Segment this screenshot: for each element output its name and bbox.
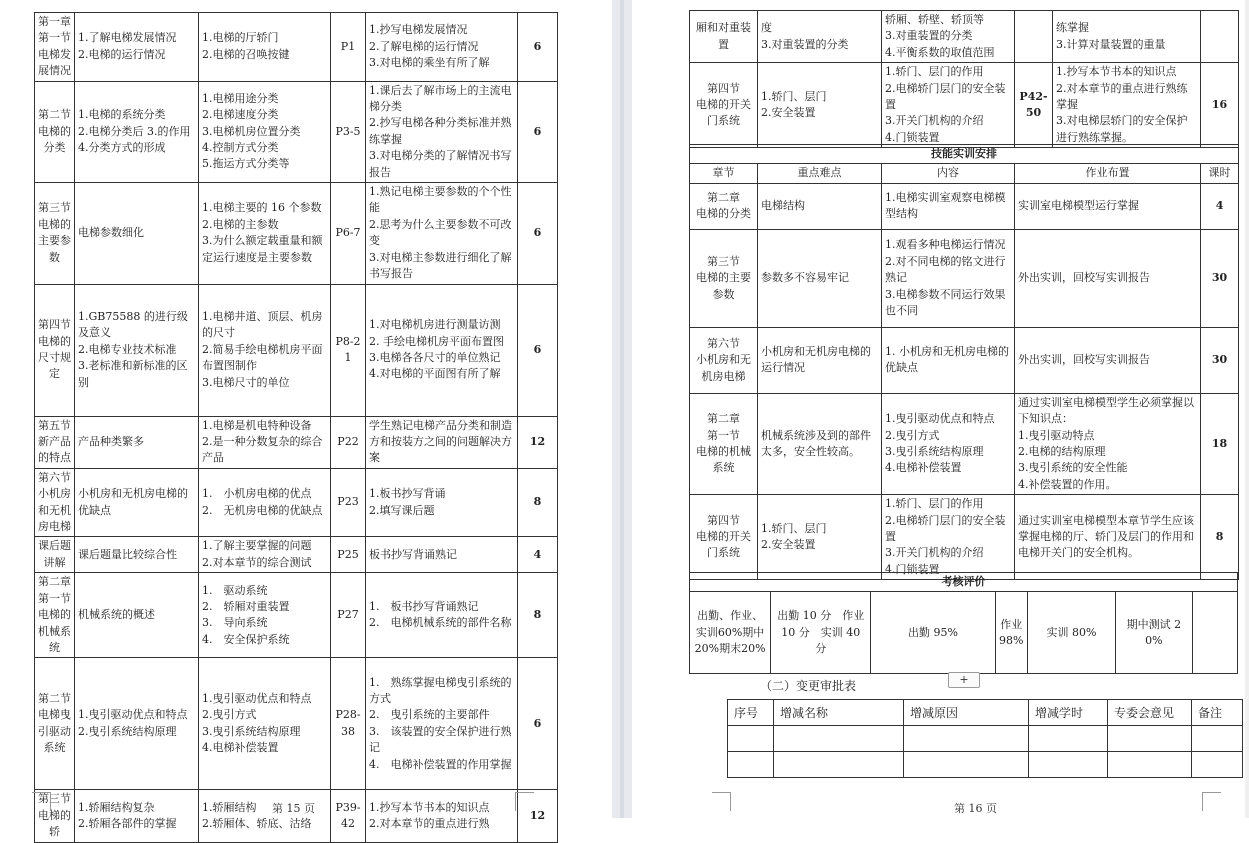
content-cell <box>882 393 1015 494</box>
content-cell-line: 2.电梯速度分类 <box>202 108 279 122</box>
homework-cell-line: 1.抄写本节书本的知识点 <box>1056 65 1177 79</box>
key-points-cell <box>758 183 882 229</box>
homework-cell-line: 3.对电梯主参数进行细化了解书写报告 <box>369 250 512 281</box>
content-cell-line: 2. 无机房电梯的优缺点 <box>202 503 323 517</box>
key-points-cell <box>758 229 882 327</box>
content-cell-line: 3.为什么额定载重量和额定运行速度是主要参数 <box>202 234 323 264</box>
homework-cell <box>366 658 518 790</box>
homework-cell-line: 2.对本章节的重点进行熟练掌握 <box>1056 81 1188 112</box>
key-points-cell-line: 2.安全装置 <box>761 538 816 552</box>
chapter-cell: 第二章 第一节 电梯的机械系统 <box>35 573 75 658</box>
hours-cell: 4 <box>1201 183 1239 229</box>
homework-cell <box>1053 63 1201 148</box>
assessment-homework: 作业 98% <box>995 592 1027 674</box>
homework-cell-line: 4.对电梯的平面图有所了解 <box>369 367 501 381</box>
content-cell-line: 2.电梯的召唤按键 <box>202 47 290 61</box>
page-ref-cell: P1 <box>331 13 366 82</box>
change-cell[interactable] <box>1192 726 1243 752</box>
key-points-cell-line: 1.电梯的系统分类 <box>78 108 166 122</box>
homework-cell-line: 外出实训，回校写实训报告 <box>1018 353 1150 367</box>
table-row <box>35 81 558 182</box>
page-corner-mark <box>712 792 731 811</box>
practice-header-cell: 课时 <box>1201 164 1239 183</box>
table-row <box>35 537 558 573</box>
key-points-cell <box>75 13 199 82</box>
page-ref-cell: P28-38 <box>331 658 366 790</box>
homework-cell <box>1015 327 1201 393</box>
key-points-cell-line: 1.曳引驱动优点和特点 <box>78 708 188 722</box>
content-cell-line: 3. 导向系统 <box>202 616 268 630</box>
change-header-cell: 备注 <box>1192 700 1243 726</box>
content-cell-line: 3.电梯机房位置分类 <box>202 124 301 138</box>
chapter-cell: 第三节 电梯的主要参数 <box>35 183 75 284</box>
assessment-label: 出勤、作业、实训60%期中20%期末20% <box>690 592 771 674</box>
homework-cell-line: 2.对本章节的重点进行熟 <box>369 816 490 830</box>
homework-cell <box>366 13 518 82</box>
page-gap <box>612 0 632 818</box>
key-points-cell <box>758 327 882 393</box>
homework-cell-line: 2. 手绘电梯机房平面布置图 <box>369 334 504 348</box>
content-cell <box>199 416 331 468</box>
key-points-cell-line: 1.GB75588 的进行级及意义 <box>78 309 188 340</box>
change-header-cell: 增减学时 <box>1029 700 1108 726</box>
table-row <box>35 183 558 284</box>
hours-cell: 8 <box>518 573 558 658</box>
content-cell-line: 1.观看多种电梯运行情况 <box>885 238 1006 252</box>
change-cell[interactable] <box>1108 726 1192 752</box>
change-cell[interactable] <box>774 726 904 752</box>
change-cell[interactable] <box>728 752 774 778</box>
content-cell-line: 2.电梯轿门层门的安全装置 <box>885 513 1006 544</box>
homework-cell-line: 4.补偿装置的作用。 <box>1018 477 1117 491</box>
key-points-cell-line: 课后题量比较综合性 <box>78 547 177 561</box>
assessment-training: 实训 80% <box>1027 592 1115 674</box>
content-cell-line: 2.电梯的主参数 <box>202 217 279 231</box>
homework-cell-line: 通过实训室电梯模型学生必须掌握以下知识点： <box>1018 395 1194 426</box>
key-points-cell-line: 2.电梯专业技术标准 <box>78 342 177 356</box>
homework-cell-line: 板书抄写背诵熟记 <box>369 547 457 561</box>
content-cell-line: 1.电梯的厅轿门 <box>202 31 279 45</box>
key-points-cell <box>758 11 882 63</box>
table-row <box>35 416 558 468</box>
key-points-cell-line: 机械系统的概述 <box>78 608 155 622</box>
content-cell-line: 1.曳引驱动优点和特点 <box>202 692 312 706</box>
page-ref-cell: P42-50 <box>1015 63 1053 148</box>
chapter-cell: 第六节 小机房和无机房电梯 <box>690 327 758 393</box>
change-header-cell: 增减原因 <box>904 700 1029 726</box>
key-points-cell <box>758 63 882 148</box>
homework-cell <box>1015 229 1201 327</box>
practice-header-cell: 重点难点 <box>758 164 882 183</box>
key-points-cell-line: 1.轿门、层门 <box>761 89 827 103</box>
hours-cell: 6 <box>518 658 558 790</box>
page-number: 第 16 页 <box>954 802 997 815</box>
content-cell-line: 1.轿门、层门的作用 <box>885 497 984 511</box>
key-points-cell <box>758 393 882 494</box>
page-ref-cell: P23 <box>331 468 366 537</box>
homework-cell-line: 2.填写课后题 <box>369 503 435 517</box>
homework-cell-line: 1. 板书抄写背诵熟记 <box>369 599 479 613</box>
key-points-cell-line: 2.轿厢各部件的掌握 <box>78 816 177 830</box>
homework-cell-line: 2.了解电梯的运行情况 <box>369 39 479 53</box>
content-cell <box>199 13 331 82</box>
homework-cell-line: 1.板书抄写背诵 <box>369 487 446 501</box>
content-cell-line: 2.曳引方式 <box>202 708 257 722</box>
page-ref-cell: P25 <box>331 537 366 573</box>
homework-cell-line: 3. 该装置的安全保护进行熟记 <box>369 724 512 755</box>
assessment-attendance: 出勤 95% <box>871 592 995 674</box>
key-points-cell <box>758 495 882 580</box>
hours-cell: 6 <box>518 284 558 416</box>
homework-cell-line: 实训室电梯模型运行掌握 <box>1018 199 1139 213</box>
assessment-title: 考核评价 <box>690 573 1238 592</box>
key-points-cell-line: 1.了解电梯发展情况 <box>78 31 177 45</box>
key-points-cell <box>75 468 199 537</box>
homework-cell <box>366 468 518 537</box>
change-approval-title: （二）变更审批表 <box>760 679 857 693</box>
key-points-cell <box>75 284 199 416</box>
content-cell-line: 4.电梯补偿装置 <box>202 741 279 755</box>
key-points-cell <box>75 658 199 790</box>
content-cell-line: 2.曳引方式 <box>885 428 940 442</box>
content-cell-line: 4.平衡系数的取值范围 <box>885 45 995 59</box>
content-cell-line: 1.轿厢结构 <box>202 800 257 814</box>
content-cell-line: 3.电梯尺寸的单位 <box>202 375 290 389</box>
content-cell-line: 3.开关门机构的介绍 <box>885 114 984 128</box>
table-row <box>35 468 558 537</box>
page-corner-mark <box>32 792 51 811</box>
practice-row <box>690 393 1239 494</box>
hours-cell: 6 <box>518 81 558 182</box>
content-cell-line: 1.轿门、层门的作用 <box>885 65 984 79</box>
content-cell-line: 2.是一种分数复杂的综合产品 <box>202 434 323 465</box>
homework-cell-line: 3.曳引系统的安全性能 <box>1018 461 1128 475</box>
homework-cell <box>366 284 518 416</box>
homework-cell-line: 练掌握 <box>1056 21 1089 35</box>
table-row <box>690 11 1239 63</box>
table-row <box>35 658 558 790</box>
homework-cell <box>366 81 518 182</box>
homework-cell-line: 3.对电梯的乘坐有所了解 <box>369 56 490 70</box>
practice-row <box>690 229 1239 327</box>
content-cell <box>199 537 331 573</box>
content-cell-line: 1.电梯井道、顶层、机房的尺寸 <box>202 309 323 340</box>
table-row <box>690 63 1239 148</box>
homework-cell-line: 4. 电梯补偿装置的作用掌握 <box>369 757 512 771</box>
hours-cell: 16 <box>1201 63 1239 148</box>
change-cell[interactable] <box>904 726 1029 752</box>
table-row <box>35 13 558 82</box>
homework-cell <box>1053 11 1201 63</box>
assessment-breakdown: 出勤 10 分 作业 10 分 实训 40 分 <box>771 592 871 674</box>
chapter-cell: 第一章 第一节 电梯发展情况 <box>35 13 75 82</box>
homework-cell-line: 1.抄写本节书本的知识点 <box>369 800 490 814</box>
homework-cell-line: 2.思考为什么主要参数不可改变 <box>369 217 512 248</box>
change-approval-table <box>727 699 1243 778</box>
content-cell <box>199 658 331 790</box>
key-points-cell <box>75 416 199 468</box>
homework-cell <box>366 573 518 658</box>
key-points-cell-line: 2.安全装置 <box>761 106 816 120</box>
key-points-cell-line: 电梯结构 <box>761 199 805 213</box>
key-points-cell-line: 3.对重装置的分类 <box>761 37 849 51</box>
practice-title: 技能实训安排 <box>690 145 1239 164</box>
homework-cell <box>366 790 518 842</box>
homework-cell-line: 1.熟记电梯主要参数的个个性能 <box>369 185 512 215</box>
content-cell-line: 1. 驱动系统 <box>202 583 268 597</box>
hours-cell: 30 <box>1201 229 1239 327</box>
key-points-cell <box>75 790 199 842</box>
homework-cell-line: 1.课后去了解市场上的主流电梯分类 <box>369 83 512 114</box>
content-cell-line: 3.曳引系统结构原理 <box>885 445 984 459</box>
key-points-cell <box>75 81 199 182</box>
content-cell-line: 1. 小机房和无机房电梯的优缺点 <box>885 344 1009 375</box>
change-cell[interactable] <box>1108 752 1192 778</box>
content-cell-line: 2.对不同电梯的铭文进行熟记 <box>885 254 1006 285</box>
homework-cell-line: 2.抄写电梯各种分类标准并熟练掌握 <box>369 116 512 146</box>
content-cell <box>882 183 1015 229</box>
content-cell-line: 轿厢、轿壁、轿顶等 <box>885 13 984 26</box>
content-cell-line: 1.电梯实训室观察电梯模型结构 <box>885 190 1006 221</box>
content-cell-line: 2. 轿厢对重装置 <box>202 599 290 613</box>
assessment-table <box>689 572 1238 674</box>
content-cell-line: 1. 小机房电梯的优点 <box>202 487 312 501</box>
content-cell-line: 1.了解主要掌握的问题 <box>202 539 312 553</box>
homework-cell <box>366 537 518 573</box>
practice-table <box>689 144 1239 580</box>
change-cell[interactable] <box>904 752 1029 778</box>
chapter-cell: 第二节 电梯曳引驱动系统 <box>35 658 75 790</box>
practice-header-cell: 内容 <box>882 164 1015 183</box>
key-points-cell-line: 度 <box>761 21 772 35</box>
key-points-cell-line: 2.电梯的运行情况 <box>78 47 166 61</box>
change-cell[interactable] <box>1192 752 1243 778</box>
chapter-cell: 第三节 电梯的主要参数 <box>690 229 758 327</box>
content-cell <box>199 81 331 182</box>
chapter-cell: 第四节 电梯的开关门系统 <box>690 63 758 148</box>
content-cell-line: 3.开关门机构的介绍 <box>885 546 984 560</box>
key-points-cell <box>75 183 199 284</box>
key-points-cell-line: 产品种类繁多 <box>78 434 144 448</box>
key-points-cell-line: 2.曳引系统结构原理 <box>78 724 177 738</box>
content-cell <box>199 573 331 658</box>
content-cell-line: 2.对本章节的综合测试 <box>202 555 312 569</box>
change-header-cell: 序号 <box>728 700 774 726</box>
key-points-cell-line: 小机房和无机房电梯的优缺点 <box>78 487 188 517</box>
chapter-cell: 第二节 电梯的分类 <box>35 81 75 182</box>
key-points-cell-line: 4.分类方式的形成 <box>78 141 166 155</box>
practice-header-cell: 作业布置 <box>1015 164 1201 183</box>
key-points-cell-line: 电梯参数细化 <box>78 226 144 240</box>
chapter-cell: 第三节 电梯的轿 <box>35 790 75 842</box>
key-points-cell-line: 参数多不容易牢记 <box>761 271 849 285</box>
change-header-cell: 增减名称 <box>774 700 904 726</box>
hours-cell: 4 <box>518 537 558 573</box>
content-cell-line: 5.拖运方式分类等 <box>202 157 290 171</box>
homework-cell-line: 3.对电梯层轿门的安全保护进行熟练掌握。 <box>1056 114 1188 144</box>
content-cell <box>882 495 1015 580</box>
content-cell-line: 3.电梯参数不同运行效果也不同 <box>885 287 1006 317</box>
table-row <box>35 573 558 658</box>
chapter-cell: 第二章 第一节 电梯的机械系统 <box>690 393 758 494</box>
page-ref-cell: P8-21 <box>331 284 366 416</box>
content-cell-line: 4.门锁装置 <box>885 562 940 576</box>
content-cell-line: 2.轿厢体、轿底、沽络 <box>202 816 312 830</box>
practice-header-cell: 章节 <box>690 164 758 183</box>
homework-cell-line: 1.对电梯机房进行测量访测 <box>369 318 501 332</box>
content-cell-line: 4.门锁装置 <box>885 130 940 144</box>
course-schedule-table <box>34 12 558 843</box>
hours-cell <box>1201 11 1239 63</box>
hours-cell: 6 <box>518 13 558 82</box>
table-row <box>35 284 558 416</box>
content-cell-line: 4.控制方式分类 <box>202 141 279 155</box>
vertical-scrollbar[interactable] <box>1245 0 1249 818</box>
page-ref-cell: P39-42 <box>331 790 366 842</box>
content-cell <box>882 11 1015 63</box>
change-cell[interactable] <box>728 726 774 752</box>
homework-cell-line: 1.抄写电梯发展情况 <box>369 23 468 37</box>
chapter-cell: 厢和对重装置 <box>690 11 758 63</box>
content-cell <box>882 63 1015 148</box>
content-cell <box>199 183 331 284</box>
homework-cell-line: 外出实训，回校写实训报告 <box>1018 271 1150 285</box>
hours-cell: 8 <box>518 468 558 537</box>
page-ref-cell <box>1015 11 1053 63</box>
practice-row <box>690 495 1239 580</box>
page-15 <box>0 0 612 839</box>
homework-cell <box>1015 495 1201 580</box>
assessment-empty <box>1192 592 1237 674</box>
page-number: 第 15 页 <box>272 802 315 815</box>
hours-cell: 18 <box>1201 393 1239 494</box>
key-points-cell-line: 3.老标准和新标准的区别 <box>78 359 188 389</box>
chapter-cell: 第二章 电梯的分类 <box>690 183 758 229</box>
key-points-cell-line: 小机房和无机房电梯的运行情况 <box>761 344 871 375</box>
content-cell <box>882 229 1015 327</box>
hours-cell: 12 <box>518 416 558 468</box>
key-points-cell-line: 1.轿门、层门 <box>761 521 827 535</box>
change-cell[interactable] <box>1029 726 1108 752</box>
chapter-cell: 第五节 新产品的特点 <box>35 416 75 468</box>
practice-row <box>690 183 1239 229</box>
homework-cell <box>366 183 518 284</box>
practice-row <box>690 327 1239 393</box>
change-header-cell: 专委会意见 <box>1108 700 1192 726</box>
homework-cell <box>1015 183 1201 229</box>
homework-cell-line: 3.计算对量装置的重量 <box>1056 37 1166 51</box>
content-cell-line: 4. 安全保护系统 <box>202 632 290 646</box>
page-16 <box>632 0 1249 818</box>
content-cell-line: 1.电梯是机电特种设备 <box>202 418 312 432</box>
chapter-cell: 第四节 电梯的尺寸规定 <box>35 284 75 416</box>
homework-cell-line: 3.对电梯分类的了解情况书写报告 <box>369 149 512 179</box>
content-cell <box>199 284 331 416</box>
page-corner-mark <box>1202 792 1221 811</box>
change-cell[interactable] <box>1029 752 1108 778</box>
homework-cell-line: 学生熟记电梯产品分类和制造方和按装方之间的问题解决方案 <box>369 418 512 465</box>
content-cell <box>199 468 331 537</box>
homework-cell-line: 1. 熟练掌握电梯曳引系统的方式 <box>369 675 512 706</box>
content-cell-line: 2.简易手绘电梯机房平面布置图制作 <box>202 342 323 373</box>
key-points-cell-line: 机械系统涉及到的部件太多，安全性较高。 <box>761 428 871 459</box>
page-ref-cell: P6-7 <box>331 183 366 284</box>
page-corner-mark <box>515 792 534 811</box>
content-cell-line: 2.电梯轿门层门的安全装置 <box>885 81 1006 112</box>
chapter-cell: 课后题讲解 <box>35 537 75 573</box>
chapter-cell: 第四节 电梯的开关门系统 <box>690 495 758 580</box>
homework-cell-line: 2. 曳引系统的主要部件 <box>369 708 490 722</box>
page-ref-cell: P27 <box>331 573 366 658</box>
key-points-cell <box>75 573 199 658</box>
homework-cell-line: 通过实训室电梯模型本章节学生应该掌握电梯的厅、轿门及层门的作用和电梯开关门的安全机构。 <box>1018 513 1194 560</box>
content-cell-line: 4.电梯补偿装置 <box>885 461 962 475</box>
hours-cell: 30 <box>1201 327 1239 393</box>
content-cell-line: 3.对重装置的分类 <box>885 29 973 43</box>
key-points-cell-line: 1.轿厢结构复杂 <box>78 800 155 814</box>
homework-cell-line: 3.电梯各各尺寸的单位熟记 <box>369 351 501 364</box>
homework-cell-line: 1.曳引驱动特点 <box>1018 428 1095 442</box>
content-cell-line: 1.曳引驱动优点和特点 <box>885 412 995 426</box>
hours-cell: 6 <box>518 183 558 284</box>
homework-cell <box>1015 393 1201 494</box>
hours-cell: 8 <box>1201 495 1239 580</box>
page-ref-cell: P3-5 <box>331 81 366 182</box>
content-cell-line: 1.电梯主要的 16 个参数 <box>202 201 322 215</box>
homework-cell <box>366 416 518 468</box>
key-points-cell <box>75 537 199 573</box>
content-cell <box>882 327 1015 393</box>
content-cell-line: 3.曳引系统结构原理 <box>202 724 301 738</box>
hours-cell: 12 <box>518 790 558 842</box>
assessment-midterm: 期中测试 20% <box>1116 592 1192 674</box>
page-ref-cell: P22 <box>331 416 366 468</box>
homework-cell-line: 2. 电梯机械系统的部件名称 <box>369 616 512 630</box>
key-points-cell-line: 2.电梯分类后 3.的作用 <box>78 124 191 138</box>
homework-cell-line: 2.电梯的结构原理 <box>1018 445 1106 459</box>
course-schedule-continued-table <box>689 10 1239 148</box>
chapter-cell: 第六节 小机房和无机房电梯 <box>35 468 75 537</box>
change-cell[interactable] <box>774 752 904 778</box>
content-cell-line: 1.电梯用途分类 <box>202 91 279 105</box>
add-row-button[interactable]: + <box>948 672 980 688</box>
